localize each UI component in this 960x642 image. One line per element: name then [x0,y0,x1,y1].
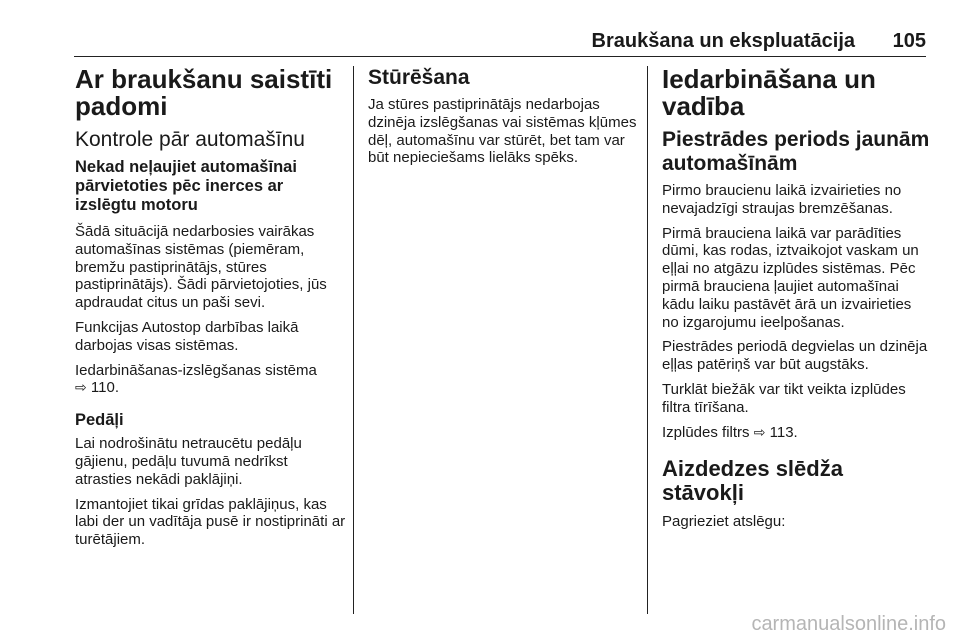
paragraph: Ja stūres pastiprinātājs nedarbojas dzinēja izslēgšanas vai sistēmas kļūmes dēļ, automašīnu var stūrēt, bet tam var būt nepieciešams lielāks spēks. [368,96,637,167]
section-heading: Ar braukšanu saistīti padomi [75,64,333,121]
header-rule [74,56,926,57]
page-header [0,30,960,54]
paragraph: Pagrieziet atslēgu: [662,513,786,531]
subsection-heading: Piestrādes periods jaunām automašīnām [662,128,930,175]
topic-heading: Nekad neļaujiet automašīnai pārvietoties pēc inerces ar izslēgtu motoru [75,158,297,214]
page-ref-arrow-icon: ⇨ [753,423,766,440]
topic-heading: Pedāļi [75,411,124,430]
paragraph: Piestrādes periodā degvielas un dzinēja eļļas patēriņš var būt augstāks. [662,338,928,374]
column-divider [353,66,354,614]
paragraph: Šādā situācijā nedarbosies vairākas automašīnas sistēmas (piemēram, bremžu pastiprinātājs, stūres pastiprinātājs). Šādi pārvietojoties, jūs apdraudat citus un paši sevi. [75,223,327,312]
page-ref-arrow-icon: ⇨ [75,379,87,396]
paragraph-with-ref [75,362,347,398]
paragraph-text: Iedarbināšanas-izslēgšanas sistēma [75,361,317,379]
subsection-heading: Stūrēšana [368,66,470,89]
subsection-heading: Aizdedzes slēdža stāvokļi [662,456,843,506]
watermark: carmanualsonline.info [751,613,946,635]
paragraph-with-ref [662,424,930,442]
page-ref[interactable]: 110. [90,379,119,397]
paragraph: Funkcijas Autostop darbības laikā darbojas visas sistēmas. [75,318,299,354]
chapter-title: Braukšana un ekspluatācija [591,30,855,52]
column-middle [368,66,640,174]
paragraph: Lai nodrošinātu netraucētu pedāļu gājienu, pedāļu tuvumā nedrīkst atrasties nekādi paklājiņi. [75,435,302,488]
section-heading: Iedarbināšana un vadība [662,64,876,121]
paragraph: Pirmā brauciena laikā var parādīties dūmi, kas rodas, iztvaikojot vaskam un eļļai no atgāzu izplūdes sistēmas. Pēc pirmā brauciena ļaujiet automašīnai kādu laiku pastāvēt ārā un izvairieties no izgarojumu ieelpošanas. [662,224,919,331]
column-right [662,66,930,538]
subsection-heading: Kontrole pār automašīnu [75,128,305,151]
paragraph: Izmantojiet tikai grīdas paklājiņus, kas labi der un vadītāja pusē ir nostiprināti ar turētājiem. [75,495,346,549]
column-left [75,66,347,556]
page-number: 105 [892,30,926,52]
paragraph: Pirmo braucienu laikā izvairieties no nevajadzīgi straujas bremzēšanas. [662,182,902,217]
paragraph: Turklāt biežāk var tikt veikta izplūdes filtra tīrīšana. [662,380,906,416]
paragraph-text: Izplūdes filtrs [662,423,750,441]
page-ref[interactable]: 113. [769,423,798,441]
column-divider [647,66,648,614]
